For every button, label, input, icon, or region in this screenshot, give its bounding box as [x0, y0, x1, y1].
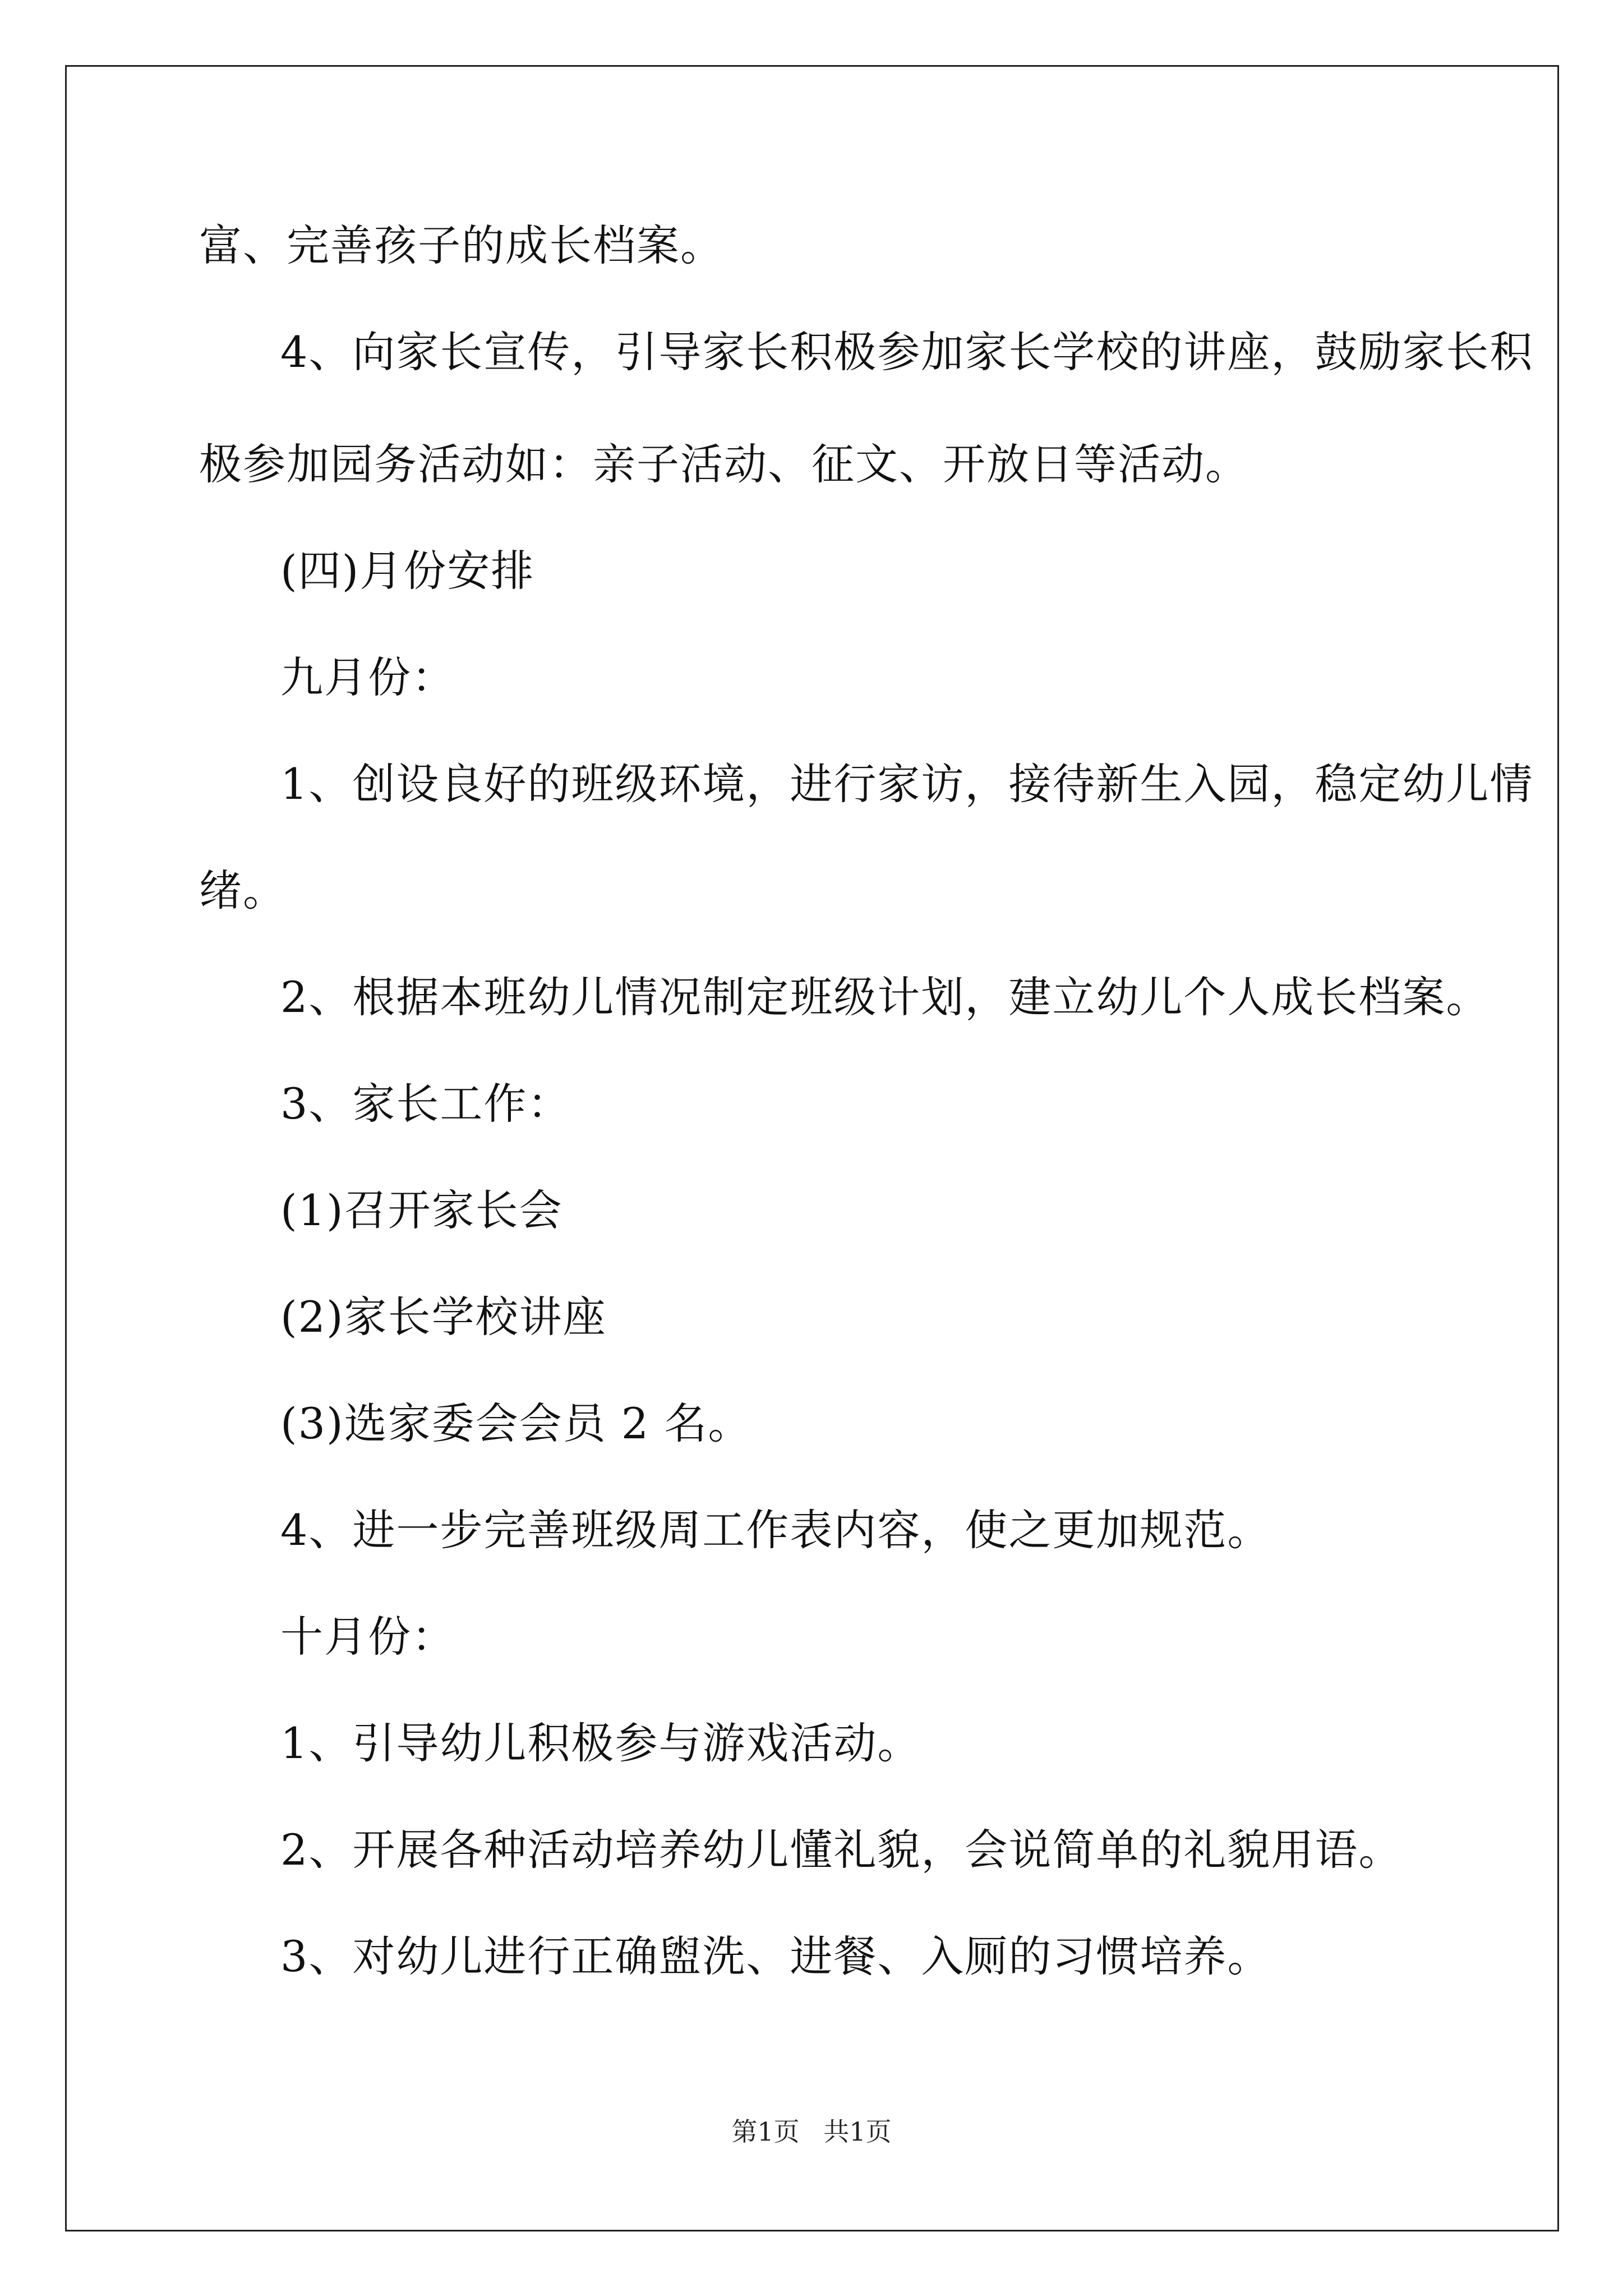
paragraph-line: 极参加园务活动如：亲子活动、征文、开放日等活动。: [199, 439, 1249, 489]
paragraph-line: 3、对幼儿进行正确盥洗、进餐、入厕的习惯培养。: [280, 1931, 1271, 1981]
paragraph-line: 富、完善孩子的成长档案。: [199, 220, 724, 270]
paragraph-line: 3、家长工作：: [280, 1079, 571, 1129]
paragraph-line: (1)召开家长会: [280, 1185, 563, 1235]
paragraph-line: 2、根据本班幼儿情况制定班级计划，建立幼儿个人成长档案。: [280, 972, 1490, 1022]
month-heading: 十月份：: [280, 1612, 455, 1662]
paragraph-line: (2)家长学校讲座: [280, 1292, 607, 1342]
month-heading: 九月份：: [280, 652, 455, 702]
paragraph-line: 1、引导幼儿积极参与游戏活动。: [280, 1718, 921, 1768]
section-heading: (四)月份安排: [280, 546, 535, 596]
page-border: [65, 65, 1559, 2231]
paragraph-line: 1、创设良好的班级环境，进行家访，接待新生入园，稳定幼儿情: [280, 759, 1534, 809]
paragraph-line: 2、开展各种活动培养幼儿懂礼貌，会说简单的礼貌用语。: [280, 1825, 1403, 1875]
paragraph-line: 绪。: [199, 866, 287, 915]
paragraph-line: (3)选家委会会员 2 名。: [280, 1398, 752, 1448]
paragraph-line: 4、进一步完善班级周工作表内容，使之更加规范。: [280, 1505, 1271, 1555]
page-footer: [0, 2115, 1623, 2148]
page-number: 第1页: [731, 2116, 800, 2147]
page-total: 共1页: [823, 2116, 892, 2147]
paragraph-line: 4、向家长宣传，引导家长积极参加家长学校的讲座，鼓励家长积: [280, 327, 1534, 377]
